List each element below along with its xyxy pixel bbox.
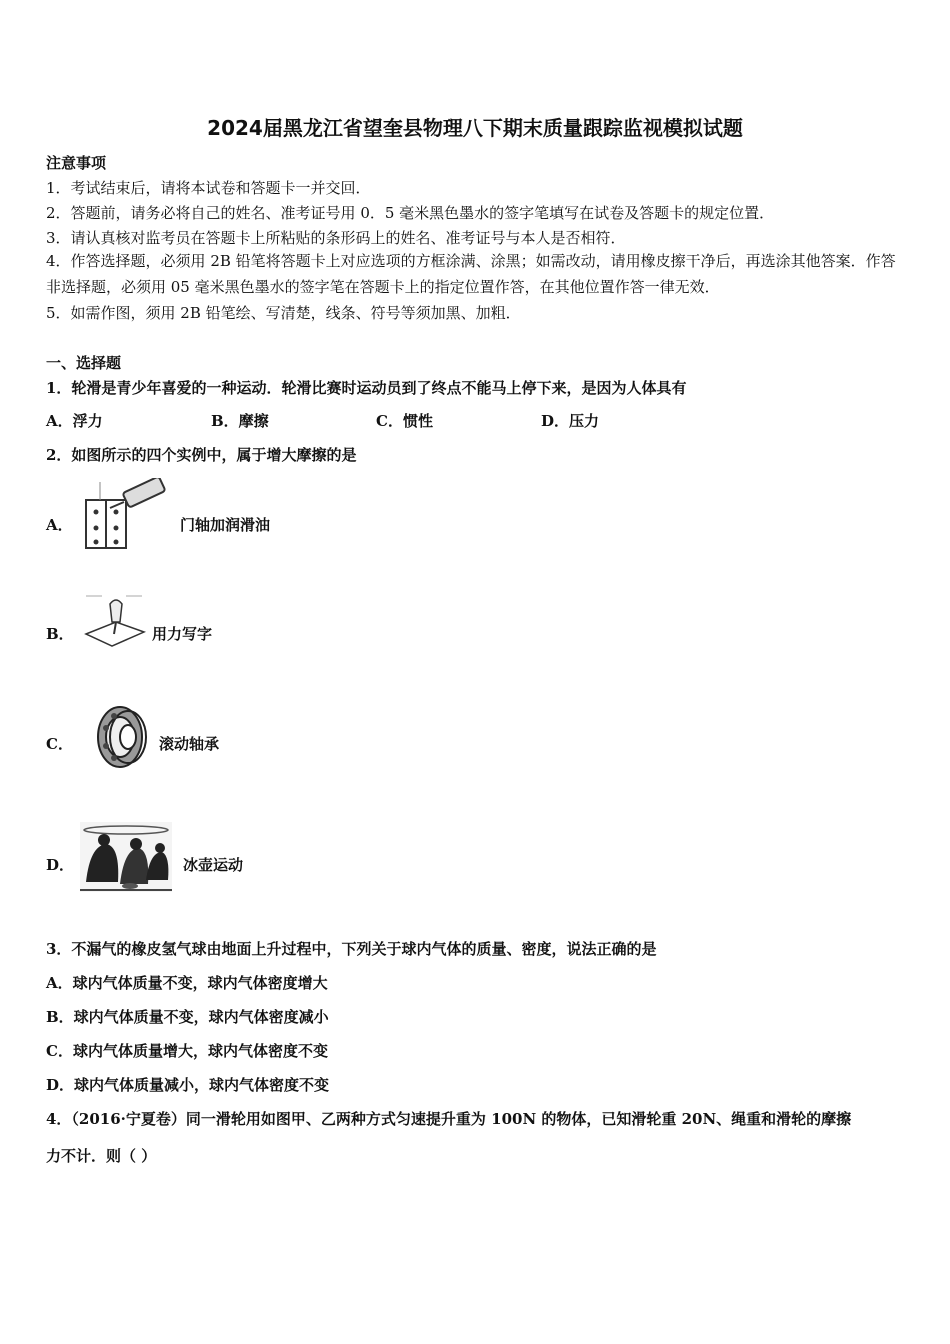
notice-item: 3．请认真核对监考员在答题卡上所粘贴的条形码上的姓名、准考证号与本人是否相符． (46, 229, 626, 247)
q2-option-c-letter: C． (46, 735, 73, 753)
q3-option-c: C．球内气体质量增大，球内气体密度不变 (46, 1042, 328, 1060)
q1-option-b: B．摩擦 (211, 412, 269, 430)
door-hinge-oil-icon (80, 478, 176, 554)
writing-hand-icon (82, 592, 148, 648)
q2-option-d-letter: D． (46, 856, 75, 874)
q3-option-b: B．球内气体质量不变，球内气体密度减小 (46, 1008, 329, 1026)
q3-option-d: D．球内气体质量减小，球内气体密度不变 (46, 1076, 330, 1094)
section-heading: 一、选择题 (46, 354, 122, 372)
page-title: 2024届黑龙江省望奎县物理八下期末质量跟踪监视模拟试题 (207, 116, 743, 140)
question-1-stem: 1．轮滑是青少年喜爱的一种运动．轮滑比赛时运动员到了终点不能马上停下来，是因为人体具有 (46, 379, 687, 397)
curling-icon (80, 822, 172, 892)
q2-option-a-caption: 门轴加润滑油 (180, 516, 271, 534)
notice-item: 1．考试结束后，请将本试卷和答题卡一并交回． (46, 179, 371, 197)
q1-option-a: A．浮力 (46, 412, 103, 430)
q3-option-a: A．球内气体质量不变，球内气体密度增大 (46, 974, 328, 992)
rolling-bearing-icon (92, 704, 154, 770)
q2-option-d-caption: 冰壶运动 (183, 856, 244, 874)
notice-heading: 注意事项 (46, 154, 107, 172)
question-2-stem: 2．如图所示的四个实例中，属于增大摩擦的是 (46, 446, 357, 464)
q2-option-b-caption: 用力写字 (152, 625, 213, 643)
q1-option-c: C．惯性 (376, 412, 433, 430)
question-3-stem: 3．不漏气的橡皮氢气球由地面上升过程中，下列关于球内气体的质量、密度，说法正确的是 (46, 940, 657, 958)
notice-item: 4．作答选择题，必须用 2B 铅笔将答题卡上对应选项的方框涂满、涂黑；如需改动，请用橡皮擦干净后，再选涂其他答案．作答非选择题，必须用 05 毫米黑色墨水的签字笔在答题卡上的指定位置作答，在其他位置作答一律无效． (46, 252, 896, 296)
q2-option-c-caption: 滚动轴承 (159, 735, 220, 753)
question-4-stem: 4．（2016·宁夏卷）同一滑轮用如图甲、乙两种方式匀速提升重为 100N 的物体，已知滑轮重 20N、绳重和滑轮的摩擦 (46, 1110, 852, 1128)
notice-item: 2．答题前，请务必将自己的姓名、准考证号用 0．5 毫米黑色墨水的签字笔填写在试卷及答题卡的规定位置． (46, 204, 775, 222)
q2-option-a-letter: A． (46, 516, 73, 534)
question-4-stem-cont: 力不计．则（ ） (46, 1147, 157, 1165)
q1-option-d: D．压力 (541, 412, 600, 430)
q2-option-b-letter: B． (46, 625, 74, 643)
notice-item: 5．如需作图，须用 2B 铅笔绘、写清楚，线条、符号等须加黑、加粗． (46, 304, 521, 322)
